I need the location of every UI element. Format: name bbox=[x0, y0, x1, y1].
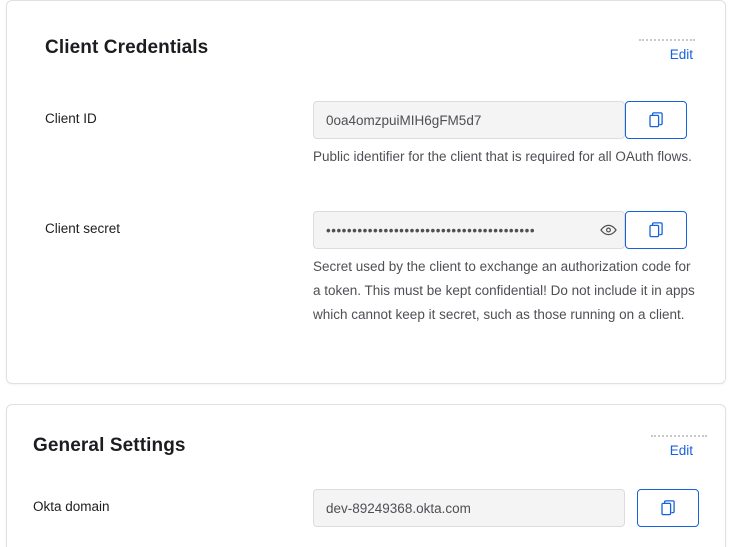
client-secret-row bbox=[7, 211, 725, 361]
client-secret-input[interactable] bbox=[313, 211, 625, 249]
edit-client-credentials-button[interactable]: Edit bbox=[669, 47, 693, 62]
client-secret-helper-text: Secret used by the client to exchange an authorization code for a token. This must be kept confidential! Do not include it in apps which cannot keep it secret, such as those running on a client. bbox=[313, 259, 695, 322]
client-id-row bbox=[7, 101, 725, 197]
copy-client-id-button[interactable] bbox=[625, 101, 687, 139]
reveal-client-secret-button[interactable] bbox=[597, 219, 619, 241]
client-credentials-header bbox=[7, 1, 725, 62]
general-settings-card bbox=[6, 404, 726, 547]
okta-domain-row bbox=[7, 489, 725, 547]
client-secret-label: Client secret bbox=[45, 221, 121, 236]
page-title: Client Credentials bbox=[45, 37, 209, 58]
okta-domain-label: Okta domain bbox=[33, 499, 110, 514]
copy-okta-domain-button[interactable] bbox=[637, 489, 699, 527]
okta-domain-input[interactable] bbox=[313, 489, 625, 527]
client-id-label: Client ID bbox=[45, 111, 97, 126]
copy-icon bbox=[649, 222, 664, 238]
edit-focus-outline-top-general bbox=[651, 435, 707, 439]
copy-icon bbox=[649, 112, 664, 128]
edit-focus-outline-top bbox=[639, 39, 695, 43]
client-id-helper-text: Public identifier for the client that is required for all OAuth flows. bbox=[313, 149, 692, 164]
edit-general-settings-button[interactable]: Edit bbox=[669, 443, 693, 458]
client-id-input-group bbox=[313, 101, 625, 139]
copy-icon bbox=[661, 500, 676, 516]
client-id-input[interactable] bbox=[313, 101, 625, 139]
general-settings-title: General Settings bbox=[33, 435, 186, 456]
okta-domain-input-group bbox=[313, 489, 625, 527]
eye-icon bbox=[600, 224, 617, 236]
general-settings-header bbox=[7, 405, 725, 463]
copy-client-secret-button[interactable] bbox=[625, 211, 687, 249]
client-credentials-card bbox=[6, 0, 726, 384]
client-secret-input-group bbox=[313, 211, 625, 249]
